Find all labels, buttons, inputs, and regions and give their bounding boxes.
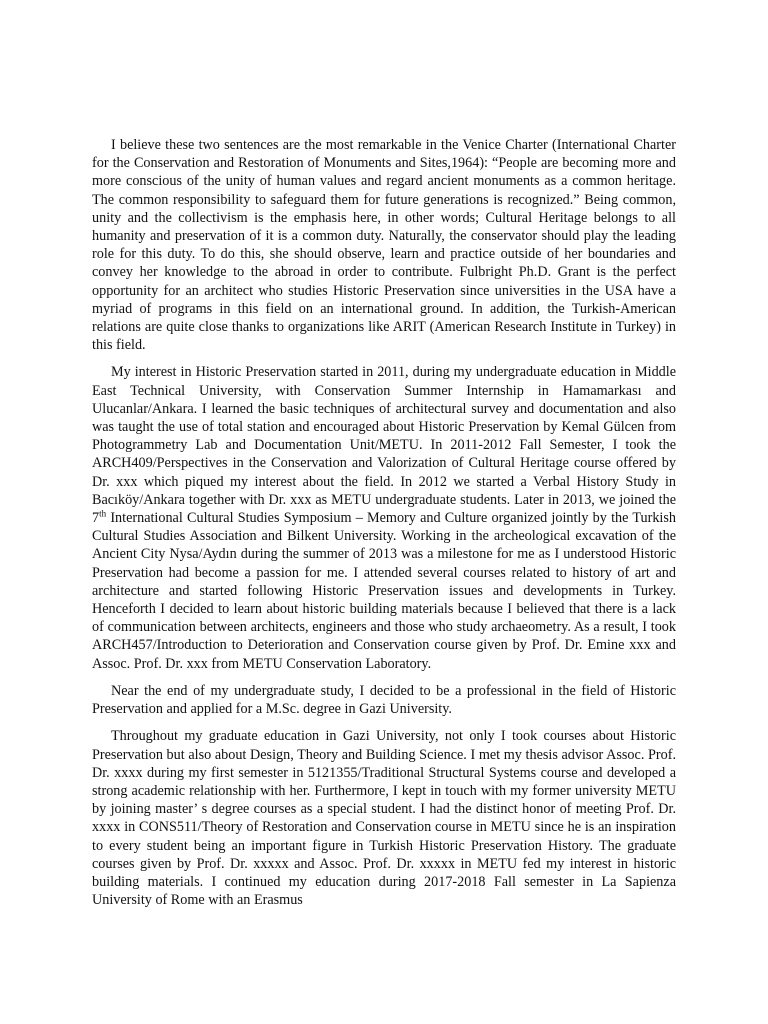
paragraph-text: Throughout my graduate education in Gazi University, not only I took courses about Historic Preservation but also about Design, Theory and Building Science. I met my thesis advisor Assoc. Prof. Dr. xxxx during my first semester in 5121355/Traditional Structural Systems course and developed a strong academic relationship with her. Furthermore, I kept in touch with my former university METU by joining master’ s degree courses as a special student. I had the distinct honor of meeting Prof. Dr. xxxx in CONS511/Theory of Restoration and Conservation course in METU since he is an inspiration to every student being an important figure in Turkish Historic Preservation History. The graduate courses given by Prof. Dr. xxxxx and Assoc. Prof. Dr. xxxxx in METU fed my interest in historic building materials. I continued my education during 2017-2018 Fall semester in La Sapienza University of Rome with an Erasmus <box>92 728 676 909</box>
paragraph-graduate-education <box>92 727 676 909</box>
paragraph-venice-charter <box>92 136 676 354</box>
paragraph-text: International Cultural Studies Symposium – Memory and Culture organized jointly by the Turkish Cultural Studies Association and Bilkent University. Working in the archeological excavation of the Ancient City Nysa/Aydın during the summer of 2013 was a milestone for me as I understood Historic Preservation had become a passion for me. I attended several courses related to history of art and architecture and started following Historic Preservation issues and developments in Turkey. Henceforth I decided to learn about historic building materials because I believed that there is a lack of communication between architects, engineers and those who study archaeometry. As a result, I took ARCH457/Introduction to Deterioration and Conservation course given by Prof. Dr. Emine xxx and Assoc. Prof. Dr. xxx from METU Conservation Laboratory. <box>92 510 676 672</box>
paragraph-text: My interest in Historic Preservation started in 2011, during my undergraduate education in Middle East Technical University, with Conservation Summer Internship in Hamamarkası and Ulucanlar/Ankara. I learned the basic techniques of architectural survey and documentation and also was taught the use of total station and encouraged about Historic Preservation by Kemal Gülcen from Photogrammetry Lab and Documentation Unit/METU. In 2011-2012 Fall Semester, I took the ARCH409/Perspectives in the Conservation and Valorization of Cultural Heritage course offered by Dr. xxx which piqued my interest about the field. In 2012 we started a Verbal History Study in Bacıköy/Ankara together with Dr. xxx as METU undergraduate students. Later in 2013, we joined the 7 <box>92 364 676 527</box>
document-body <box>92 136 676 918</box>
ordinal-superscript: th <box>99 508 107 519</box>
paragraph-interest-history <box>92 363 676 672</box>
paragraph-undergraduate-end <box>92 682 676 718</box>
paragraph-text: I believe these two sentences are the most remarkable in the Venice Charter (International Charter for the Conservation and Restoration of Monuments and Sites,1964): “People are becoming more and more conscious of the unity of human values and regard ancient monuments as a common heritage. The common responsibility to safeguard them for future generations is recognized.” Being common, unity and the collectivism is the emphasis here, in other words; Cultural Heritage belongs to all humanity and preservation of it is a common duty. Naturally, the conservator should play the leading role for this duty. To do this, she should observe, learn and practice outside of her boundaries and convey her knowledge to the abroad in order to contribute. Fulbright Ph.D. Grant is the perfect opportunity for an architect who studies Historic Preservation since universities in the USA have a myriad of programs in this field on an international ground. In addition, the Turkish-American relations are quite close thanks to organizations like ARIT (American Research Institute in Turkey) in this field. <box>92 137 676 354</box>
paragraph-text: Near the end of my undergraduate study, I decided to be a professional in the field of Historic Preservation and applied for a M.Sc. degree in Gazi University. <box>92 682 676 718</box>
